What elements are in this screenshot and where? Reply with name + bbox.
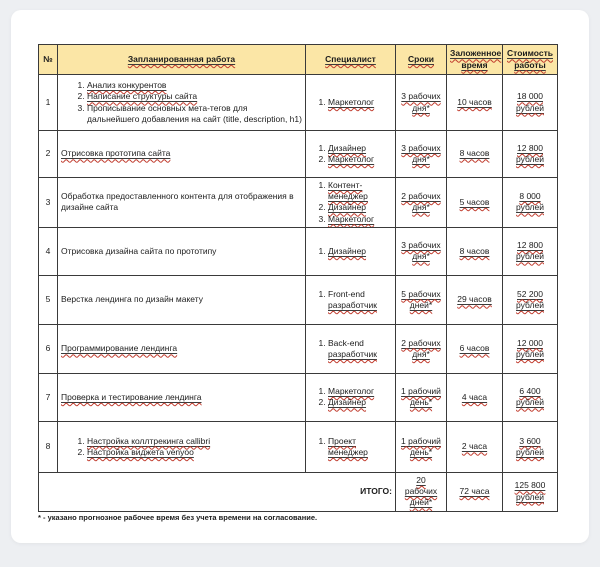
- work-list-item: [87, 91, 302, 102]
- time-cell: [447, 227, 503, 275]
- deadline-cell: [396, 324, 447, 373]
- underlined-text: Дизайнер: [328, 142, 367, 153]
- specialist-list-item: [328, 202, 392, 213]
- total-label-cell: ИТОГО:: [39, 472, 396, 511]
- underlined-text: 1 рабочий день*: [401, 386, 441, 408]
- underlined-text: 52 200 рублей: [516, 288, 544, 310]
- col-header-num-label: №: [43, 53, 53, 64]
- underlined-text: Отрисовка прототипа сайта: [61, 148, 171, 159]
- specialist-list: [309, 289, 392, 311]
- time-cell: [447, 373, 503, 421]
- underlined-text: Анализ конкурентов: [87, 80, 167, 91]
- underlined-text: 8 000 рублей: [516, 191, 544, 213]
- underlined-text: Заложенное время: [450, 48, 502, 70]
- work-list-item: [87, 436, 302, 447]
- underlined-text: 2 рабочих дня*: [401, 191, 441, 213]
- specialist-list-item: 1. Back-end разработчик: [328, 338, 392, 360]
- deadline-cell: [396, 421, 447, 472]
- row-number-cell: 1: [39, 75, 58, 131]
- underlined-text: 3 рабочих дня*: [401, 142, 441, 164]
- table-row: [39, 421, 558, 472]
- specialist-list-item: [328, 436, 392, 458]
- table-row: [39, 373, 558, 421]
- work-list: [61, 436, 302, 458]
- row-number-cell: 5: [39, 275, 58, 324]
- specialist-list: [309, 180, 392, 225]
- deadline-cell: [396, 131, 447, 178]
- cost-cell: [503, 373, 558, 421]
- table-row: [39, 131, 558, 178]
- cost-cell: [503, 275, 558, 324]
- specialist-list-item: [328, 180, 392, 202]
- time-cell: [447, 275, 503, 324]
- cost-cell: [503, 131, 558, 178]
- row-number-cell: 2: [39, 131, 58, 178]
- underlined-text: Настройка виджета venyoo: [87, 446, 194, 457]
- deadline-cell: [396, 373, 447, 421]
- underlined-text: Маркетолог: [328, 213, 375, 224]
- underlined-text: Контент-менеджер: [328, 180, 368, 202]
- table-row: [39, 75, 558, 131]
- underlined-text: 5 часов: [459, 196, 490, 207]
- row-number-cell: 6: [39, 324, 58, 373]
- underlined-text: Программирование лендинга: [61, 343, 178, 354]
- underlined-text: Специалист: [325, 53, 376, 64]
- specialist-cell: [306, 275, 396, 324]
- col-header-specialist: [306, 45, 396, 75]
- row-number-cell: 7: [39, 373, 58, 421]
- time-cell: [447, 75, 503, 131]
- work-cell: [58, 421, 306, 472]
- underlined-text: Проверка и тестирование лендинга: [61, 391, 202, 402]
- specialist-cell: [306, 75, 396, 131]
- underlined-text: Стоимость работы: [507, 48, 553, 70]
- specialist-cell: [306, 131, 396, 178]
- col-header-work: [58, 45, 306, 75]
- specialist-cell: [306, 227, 396, 275]
- underlined-text: Маркетолог: [328, 386, 375, 397]
- work-plan-table: [38, 44, 558, 512]
- col-header-num: [39, 45, 58, 75]
- cost-cell: [503, 178, 558, 228]
- specialist-list-item: [328, 97, 392, 108]
- specialist-list-item: [328, 214, 392, 225]
- work-cell: Отрисовка дизайна сайта по прототипу: [58, 227, 306, 275]
- underlined-text: 3 рабочих дня*: [401, 91, 441, 113]
- underlined-text: Запланированная работа: [127, 53, 236, 64]
- deadline-cell: [396, 178, 447, 228]
- underlined-text: 6 400 рублей: [516, 386, 544, 408]
- underlined-text: Дизайнер: [328, 245, 367, 256]
- underlined-text: Дизайнер: [328, 397, 367, 408]
- specialist-list-item: [328, 386, 392, 397]
- underlined-text: Написание структуры сайта: [87, 91, 198, 102]
- underlined-text: разработчик: [328, 348, 377, 359]
- work-list: [61, 80, 302, 125]
- specialist-cell: [306, 178, 396, 228]
- work-cell: [58, 373, 306, 421]
- work-cell: Обработка предоставленного контента для отображения в дизайне сайта: [58, 178, 306, 228]
- specialist-list: [309, 436, 392, 458]
- underlined-text: 10 часов: [457, 96, 492, 107]
- work-cell: [58, 75, 306, 131]
- underlined-text: 3 600 рублей: [516, 435, 544, 457]
- specialist-list-item: 1. Front-end разработчик: [328, 289, 392, 311]
- total-time-cell: [447, 472, 503, 511]
- specialist-list: [309, 338, 392, 360]
- specialist-list: [309, 386, 392, 408]
- underlined-text: 1 рабочий день*: [401, 435, 441, 457]
- table-row: [39, 275, 558, 324]
- table-row: [39, 324, 558, 373]
- col-header-cost: [503, 45, 558, 75]
- deadline-cell: [396, 275, 447, 324]
- table-row: [39, 178, 558, 228]
- underlined-text: Маркетолог: [328, 154, 375, 164]
- underlined-text: Настройка коллтрекинга callibri: [87, 435, 211, 446]
- underlined-text: 4 часа: [461, 391, 488, 402]
- underlined-text: Проект менеджер: [328, 435, 368, 457]
- row-number-cell: 8: [39, 421, 58, 472]
- underlined-text: 18 000 рублей: [516, 91, 544, 113]
- footnote: * - указано прогнозное рабочее время без учета времени на согласование.: [38, 513, 318, 522]
- total-deadline-cell: [396, 472, 447, 511]
- work-cell: [58, 324, 306, 373]
- specialist-list: [309, 143, 392, 165]
- time-cell: [447, 178, 503, 228]
- work-list-item: 3. Прописывание основных мета-тегов для дальнейшего добавления на сайт (title, description, h1): [87, 103, 302, 125]
- col-header-time: [447, 45, 503, 75]
- specialist-cell: [306, 324, 396, 373]
- time-cell: [447, 131, 503, 178]
- underlined-text: 5 рабочих дней*: [401, 288, 441, 310]
- underlined-text: Маркетолог: [328, 96, 375, 107]
- specialist-list: [309, 246, 392, 257]
- work-list-item: [87, 447, 302, 458]
- underlined-text: 72 часа: [459, 486, 490, 497]
- work-list-item: [87, 80, 302, 91]
- totals-row: [39, 472, 558, 511]
- underlined-text: 20 рабочих дней*: [404, 474, 438, 508]
- cost-cell: [503, 324, 558, 373]
- cost-cell: [503, 421, 558, 472]
- specialist-list: [309, 97, 392, 108]
- underlined-text: 29 часов: [457, 294, 492, 305]
- specialist-list-item: [328, 154, 392, 165]
- cost-cell: [503, 227, 558, 275]
- underlined-text: 2 рабочих дня*: [401, 337, 441, 359]
- deadline-cell: [396, 75, 447, 131]
- row-number-cell: 4: [39, 227, 58, 275]
- specialist-cell: [306, 373, 396, 421]
- underlined-text: 12 800 рублей: [516, 142, 544, 164]
- underlined-text: 12 000 рублей: [516, 337, 544, 359]
- work-cell: [58, 131, 306, 178]
- underlined-text: 125 800 рублей: [514, 480, 546, 502]
- underlined-text: 2 часа: [461, 441, 488, 452]
- row-number-cell: 3: [39, 178, 58, 228]
- table-row: [39, 227, 558, 275]
- underlined-text: 3 рабочих дня*: [401, 240, 441, 262]
- specialist-list-item: [328, 397, 392, 408]
- underlined-text: 6 часов: [459, 343, 490, 354]
- specialist-list-item: [328, 143, 392, 154]
- cost-cell: [503, 75, 558, 131]
- underlined-text: 12 800 рублей: [516, 240, 544, 262]
- time-cell: [447, 324, 503, 373]
- header-row: [39, 45, 558, 75]
- total-cost-cell: [503, 472, 558, 511]
- underlined-text: 8 часов: [459, 148, 490, 159]
- deadline-cell: [396, 227, 447, 275]
- col-header-deadline: [396, 45, 447, 75]
- document-card: [11, 10, 589, 543]
- underlined-text: разработчик: [328, 299, 377, 310]
- time-cell: [447, 421, 503, 472]
- underlined-text: Сроки: [407, 53, 434, 64]
- work-cell: Верстка лендинга по дизайн макету: [58, 275, 306, 324]
- specialist-list-item: [328, 246, 392, 257]
- underlined-text: Дизайнер: [328, 202, 367, 213]
- specialist-cell: [306, 421, 396, 472]
- underlined-text: 8 часов: [459, 245, 490, 256]
